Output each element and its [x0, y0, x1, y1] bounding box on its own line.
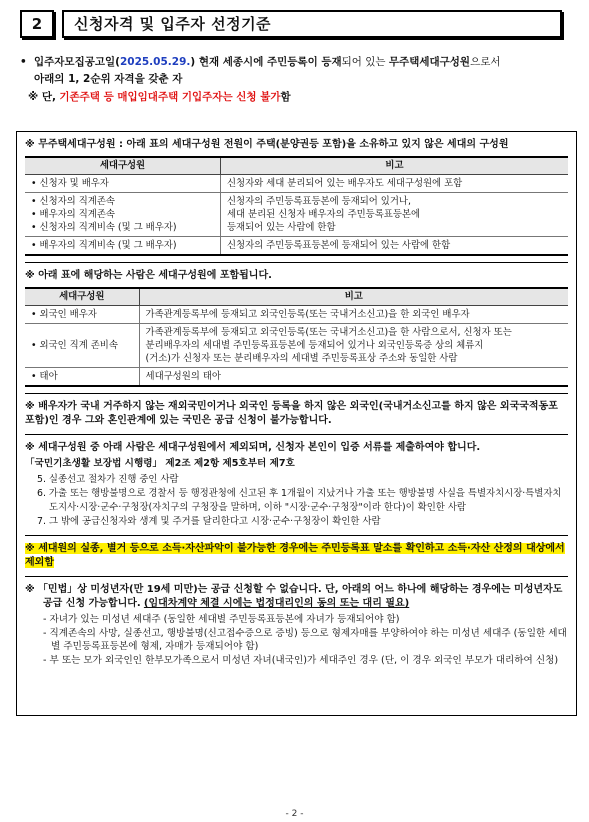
table-header: 비고 — [139, 288, 568, 306]
minor-text: 「민법」상 미성년자(만 19세 미만)는 공급 신청할 수 없습니다. 단, 아래의 어느 하나에 해당하는 경우에는 미성년자도 공급 신청 가능합니다. — [37, 584, 563, 610]
cell-text: 신청자의 주민등록표등본에 등재되어 있거나, — [226, 196, 411, 208]
table-cell — [139, 324, 568, 368]
intro-text: ) 현재 세종시에 주민등록이 등재 — [190, 56, 342, 68]
divider — [25, 535, 568, 536]
table-row — [25, 324, 568, 368]
cell-text: 세대구성원의 태아 — [145, 371, 221, 383]
table-header: 세대구성원 — [25, 288, 139, 306]
announcement-date: 2025.05.29. — [119, 56, 191, 68]
list-item: - 부 또는 모가 외국인인 한부모가족으로서 미성년 자녀(내국인)가 세대주인 경우 (단, 이 경우 외국인 부모가 대리하여 신청) — [43, 654, 559, 666]
table-row — [25, 306, 568, 324]
table-cell — [25, 237, 220, 256]
cell-text: 등재되어 있는 사람에 한함 — [226, 222, 336, 234]
table-cell — [220, 237, 568, 256]
cell-text: 신청자와 세대 분리되어 있는 배우자도 세대구성원에 포함 — [226, 178, 463, 190]
included-members-table — [25, 287, 568, 388]
list-item: 6. 가출 또는 행방불명으로 경찰서 등 행정관청에 신고된 후 1개월이 지났거나 가출 또는 행방불명 사실을 특별자치시장·특별자치도지사·시장·군수·구청장(자치구의 구청장을 말하며, 이하 "시장·군수·구청장"이라 한다)이 확인한 사람 — [37, 488, 562, 514]
cell-text: 세대 분리된 신청자 배우자의 주민등록표등본에 — [226, 209, 421, 221]
cell-text: 신청자의 주민등록표등본에 등재되어 있는 사람에 한함 — [226, 240, 451, 252]
highlighted-text: ※ 세대원의 실종, 별거 등으로 소득·자산파악이 불가능한 경우에는 주민등록표 말소를 확인하고 소득·자산 산정의 대상에서 제외함 — [25, 543, 565, 569]
divider — [25, 576, 568, 577]
household-table — [25, 156, 568, 257]
cell-text: • 신청자 및 배우자 — [31, 178, 109, 190]
section1-title: ※ 무주택세대구성원 : 아래 표의 세대구성원 전원이 주택(분양권등 포함)을 소유하고 있지 않은 세대의 구성원 — [25, 139, 509, 150]
table-cell — [139, 306, 568, 324]
intro-text: 무주택세대구성원 — [388, 56, 471, 68]
eligibility-box — [16, 131, 577, 716]
intro-note — [20, 89, 575, 106]
list-item: - 직계존속의 사망, 실종선고, 행방불명(신고접수증으로 증빙) 등으로 형제자매를 부양하여야 하는 미성년 세대주 (동일한 세대별 주민등록표등본에 형제, 자매가 등재되어야 함) — [43, 627, 567, 653]
excluded-list — [37, 473, 568, 529]
note-restriction: 기존주택 등 매입임대주택 기입주자는 신청 불가 — [59, 91, 281, 103]
intro — [20, 54, 575, 106]
table-cell — [220, 175, 568, 193]
note-end: 함 — [280, 91, 291, 103]
foreign-spouse-note: ※ 배우자가 국내 거주하지 않는 재외국민이거나 외국인 등록을 하지 않은 외국인(국내거소신고를 하지 않은 외국국적동포 포함)인 경우 그와 혼인관계에 있는 국민은 공급 신청이 불가능합니다. — [25, 401, 558, 427]
law-reference: 「국민기초생활 보장법 시행령」 제2조 제2항 제5호부터 제7호 — [25, 458, 295, 470]
cell-text: • 신청자의 직계존속 — [31, 196, 115, 208]
divider — [25, 393, 568, 394]
intro-text: 되어 있는 — [341, 56, 389, 68]
intro-text: 입주자모집공고일( — [34, 56, 120, 68]
table-header: 세대구성원 — [25, 157, 220, 175]
cell-text: • 배우자의 직계비속 (및 그 배우자) — [31, 240, 177, 252]
divider — [25, 262, 568, 263]
cell-text: 분리배우자의 세대별 주민등록표등본에 등재되어 있거나 외국인등록증 상의 체류지 — [145, 340, 484, 352]
page-number: - 2 - — [285, 809, 304, 819]
table-cell — [25, 193, 220, 237]
cell-text: • 신청자의 직계비속 (및 그 배우자) — [31, 222, 177, 234]
section-title: 신청자격 및 입주자 선정기준 — [62, 10, 562, 38]
table-cell: • 외국인 배우자 — [25, 306, 139, 324]
note-mark: ※ — [25, 584, 35, 596]
minor-exceptions — [25, 613, 568, 667]
table-row — [25, 368, 568, 387]
table-row — [25, 175, 568, 193]
intro-text: 아래의 1, 2순위 자격을 갖춘 자 — [34, 73, 183, 85]
bullet-icon: • — [20, 56, 27, 68]
intro-paragraph — [20, 54, 575, 88]
missing-member-note — [25, 542, 568, 570]
cell-text: 가족관계등록부에 등재되고 외국인등록(또는 국내거소신고)을 한 외국인 배우자 — [145, 309, 470, 321]
list-item: 7. 그 밖에 공급신청자와 생계 및 주거를 달리한다고 시장·군수·구청장이 확인한 사람 — [37, 516, 381, 528]
section2-title: ※ 아래 표에 해당하는 사람은 세대구성원에 포함됩니다. — [25, 270, 272, 282]
excluded-title: ※ 세대구성원 중 아래 사람은 세대구성원에서 제외되며, 신청자 본인이 입증 서류를 제출하여야 합니다. — [25, 442, 481, 454]
table-header: 비고 — [220, 157, 568, 175]
list-item: - 자녀가 있는 미성년 세대주 (동일한 세대별 주민등록표등본에 자녀가 등재되어야 함) — [43, 614, 400, 626]
table-cell: • 외국인 직계 존비속 — [25, 324, 139, 368]
table-cell — [25, 175, 220, 193]
table-cell — [220, 193, 568, 237]
list-item: 5. 실종선고 절차가 진행 중인 사람 — [37, 474, 179, 486]
table-row — [25, 193, 568, 237]
divider — [25, 434, 568, 435]
section-header — [20, 10, 562, 38]
intro-text: 으로서 — [470, 56, 501, 68]
cell-text: (거소)가 신청자 또는 분리배우자의 세대별 주민등록표상 주소와 동일한 사람 — [145, 353, 458, 365]
cell-text: • 배우자의 직계존속 — [31, 209, 115, 221]
minor-note — [25, 583, 568, 611]
cell-text: 가족관계등록부에 등재되고 외국인등록(또는 국내거소신고)을 한 사람으로서, 신청자 또는 — [145, 327, 512, 339]
minor-underline-text: (임대차계약 체결 시에는 법정대리인의 동의 또는 대리 필요) — [143, 598, 410, 610]
table-row — [25, 237, 568, 256]
note-mark: ※ 단, — [28, 91, 56, 103]
table-cell — [139, 368, 568, 387]
table-cell: • 태아 — [25, 368, 139, 387]
section-number: 2 — [20, 10, 54, 38]
